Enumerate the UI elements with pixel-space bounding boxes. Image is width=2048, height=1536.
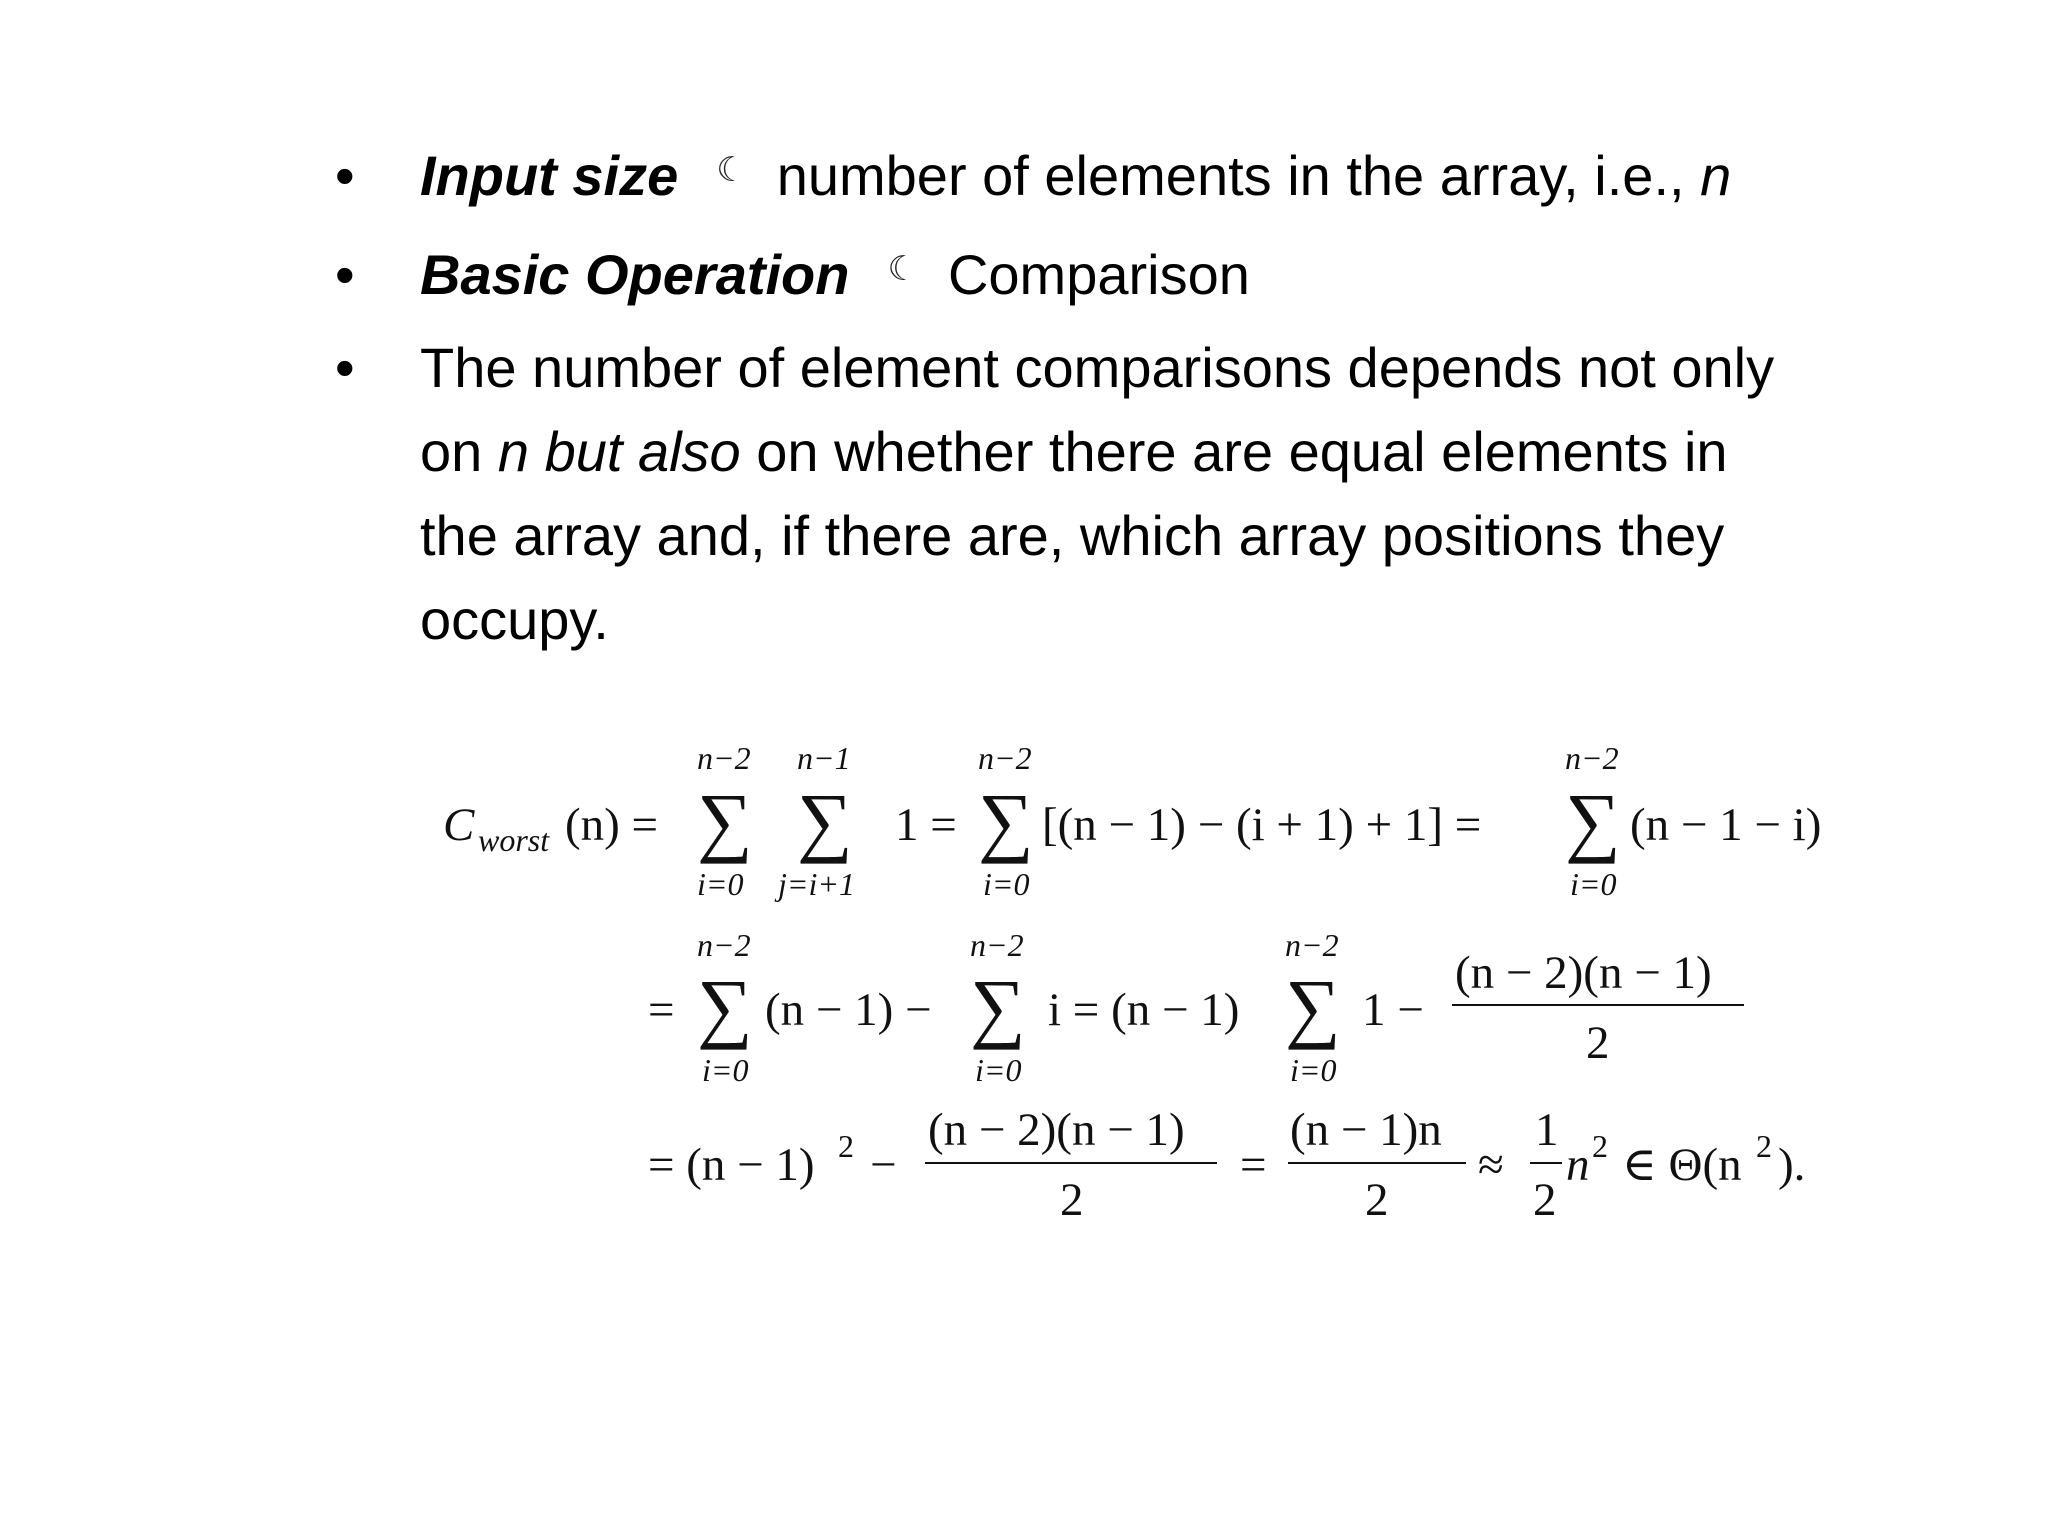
crescent-moon-icon: ☾ xyxy=(716,151,747,189)
r3-tail-rest: ∈ Θ(n xyxy=(1622,1139,1742,1191)
bullet-dot: • xyxy=(335,144,355,207)
r1-sum3-top: n−2 xyxy=(978,740,1032,776)
r3-tail-exp2: 2 xyxy=(1756,1128,1772,1164)
summation-icon: ∑ xyxy=(697,777,753,864)
para-line-2-italic: n but also xyxy=(497,420,741,483)
r3-lead: = (n − 1) xyxy=(648,1139,815,1191)
term-basic-operation: Basic Operation xyxy=(420,243,850,306)
summation-icon: ∑ xyxy=(697,963,753,1050)
summation-icon: ∑ xyxy=(970,963,1026,1050)
input-size-desc: number of elements in the array, i.e., xyxy=(776,144,1701,207)
para-line-4: occupy. xyxy=(420,588,609,651)
r3-frac1-num: (n − 2)(n − 1) xyxy=(928,1104,1185,1156)
summation-icon: ∑ xyxy=(797,777,853,864)
lhs-arg: (n) = xyxy=(565,799,659,851)
r3-lead-exp: 2 xyxy=(838,1128,854,1164)
r2-sum2-bot: i=0 xyxy=(975,1052,1022,1088)
r3-frac2-num: (n − 1)n xyxy=(1290,1104,1442,1156)
lhs-sub: worst xyxy=(478,822,550,858)
basic-operation-desc: Comparison xyxy=(947,243,1250,306)
r2-sum3-top: n−2 xyxy=(1285,927,1339,963)
r2-term2: i = (n − 1) xyxy=(1048,984,1240,1036)
fraction-bar xyxy=(1452,1004,1744,1006)
r2-sum1-top: n−2 xyxy=(697,927,751,963)
r1-term2: [(n − 1) − (i + 1) + 1] = xyxy=(1042,799,1482,851)
r3-approx: ≈ xyxy=(1478,1139,1504,1191)
r2-frac-den: 2 xyxy=(1586,1017,1610,1069)
r3-frac1-den: 2 xyxy=(1060,1174,1084,1226)
r2-frac-num: (n − 2)(n − 1) xyxy=(1455,947,1712,999)
para-line-3: the array and, if there are, which array positions they xyxy=(420,504,1725,567)
para-line-2-suffix: on whether there are equal elements in xyxy=(740,420,1728,483)
bullet-dot: • xyxy=(335,336,355,399)
r2-term1: (n − 1) − xyxy=(765,984,932,1036)
r3-eq: = xyxy=(1240,1139,1267,1191)
summation-icon: ∑ xyxy=(1565,777,1621,864)
r3-tail-end: ). xyxy=(1778,1139,1806,1191)
bullet-paragraph xyxy=(420,326,1774,662)
r1-sum4-bot: i=0 xyxy=(1570,866,1617,902)
para-line-1: The number of element comparisons depends not only xyxy=(420,336,1775,399)
lhs-c: C xyxy=(443,799,475,851)
r1-sum3-bot: i=0 xyxy=(983,866,1030,902)
fraction-bar xyxy=(925,1162,1217,1164)
r3-frac3-num: 1 xyxy=(1535,1104,1559,1156)
r2-eq: = xyxy=(648,984,675,1036)
r3-frac3-den: 2 xyxy=(1533,1174,1557,1226)
r3-minus: − xyxy=(870,1139,897,1191)
crescent-moon-icon: ☾ xyxy=(887,250,918,288)
r2-sum1-bot: i=0 xyxy=(702,1052,749,1088)
bullet-text xyxy=(420,146,1731,214)
term-input-size: Input size xyxy=(420,144,679,207)
r1-sum2-bot: j=i+1 xyxy=(778,866,855,902)
summation-icon: ∑ xyxy=(1285,963,1341,1050)
fraction-bar xyxy=(1530,1162,1562,1164)
summation-icon: ∑ xyxy=(978,777,1034,864)
r1-sum1-top: n−2 xyxy=(697,740,751,776)
r1-sum1-bot: i=0 xyxy=(697,866,744,902)
r2-sum3-bot: i=0 xyxy=(1290,1052,1337,1088)
r1-sum2-top: n−1 xyxy=(797,740,851,776)
r1-term3: (n − 1 − i) xyxy=(1630,799,1822,851)
r3-tail-n: n xyxy=(1566,1139,1590,1191)
r3-frac2-den: 2 xyxy=(1365,1174,1389,1226)
r1-sum4-top: n−2 xyxy=(1565,740,1619,776)
bullet-text xyxy=(420,245,1250,313)
para-line-2-prefix: on xyxy=(420,420,498,483)
r1-term1: 1 = xyxy=(895,799,957,851)
r3-tail-exp: 2 xyxy=(1592,1128,1608,1164)
r2-sum2-top: n−2 xyxy=(970,927,1024,963)
r2-term3: 1 − xyxy=(1362,984,1424,1036)
var-n: n xyxy=(1700,144,1732,207)
bullet-dot: • xyxy=(335,243,355,306)
fraction-bar xyxy=(1288,1162,1466,1164)
para-line-2 xyxy=(420,410,1774,494)
